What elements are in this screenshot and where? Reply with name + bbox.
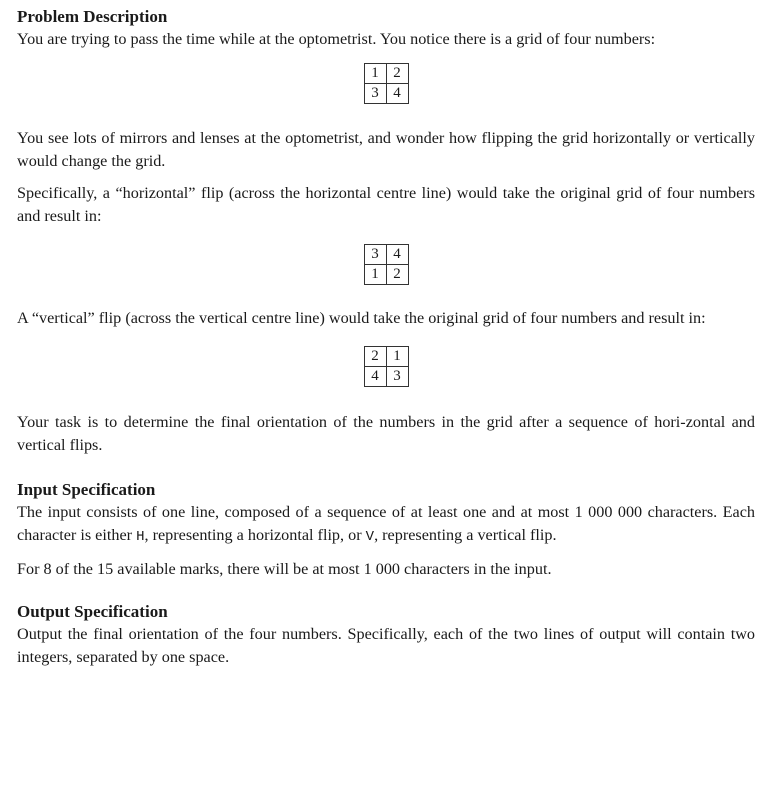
problem-description-heading: Problem Description bbox=[17, 7, 168, 26]
horizontal-flip-paragraph: Specifically, a “horizontal” flip (across the horizontal centre line) would take the original grid of four numbers and result in: bbox=[17, 184, 755, 225]
grid-cell: 2 bbox=[386, 265, 408, 285]
grid-cell: 3 bbox=[386, 367, 408, 387]
subtask-paragraph: For 8 of the 15 available marks, there will be at most 1 000 characters in the input. bbox=[17, 560, 552, 578]
grid-cell: 3 bbox=[364, 245, 386, 265]
grid-cell: 4 bbox=[364, 367, 386, 387]
input-text-b: , representing a horizontal flip, or bbox=[144, 526, 366, 544]
mirrors-paragraph: You see lots of mirrors and lenses at the optometrist, and wonder how flipping the grid horizontally or vertically would change the grid. bbox=[17, 129, 755, 170]
grid-cell: 1 bbox=[386, 347, 408, 367]
input-paragraph bbox=[17, 501, 755, 549]
input-text-a: The input consists of one line, composed of a sequence of at least one and at most 1 000 000 characters. Each character is either bbox=[17, 503, 755, 544]
grid-cell: 3 bbox=[364, 84, 386, 104]
v-character: V bbox=[365, 529, 375, 545]
output-paragraph: Output the final orientation of the four numbers. Specifically, each of the two lines of output will contain two integers, separated by one space. bbox=[17, 625, 755, 666]
intro-paragraph: You are trying to pass the time while at the optometrist. You notice there is a grid of four numbers: bbox=[17, 30, 656, 48]
grid-cell: 2 bbox=[364, 347, 386, 367]
grid-cell: 2 bbox=[386, 64, 408, 84]
task-paragraph: Your task is to determine the final orientation of the numbers in the grid after a sequence of hori-zontal and vertical flips. bbox=[17, 413, 755, 454]
input-specification-heading: Input Specification bbox=[17, 480, 156, 499]
horizontal-grid-container bbox=[17, 244, 755, 285]
grid-cell: 4 bbox=[386, 245, 408, 265]
original-grid bbox=[364, 63, 409, 104]
original-grid-container bbox=[17, 63, 755, 104]
vertical-grid-container bbox=[17, 346, 755, 387]
grid-cell: 1 bbox=[364, 64, 386, 84]
grid-cell: 4 bbox=[386, 84, 408, 104]
vertical-flip-grid bbox=[364, 346, 409, 387]
vertical-flip-paragraph: A “vertical” flip (across the vertical centre line) would take the original grid of four numbers and result in: bbox=[17, 309, 706, 327]
horizontal-flip-grid bbox=[364, 244, 409, 285]
output-specification-heading: Output Specification bbox=[17, 602, 168, 621]
grid-cell: 1 bbox=[364, 265, 386, 285]
input-text-c: , representing a vertical flip. bbox=[374, 526, 557, 544]
h-character: H bbox=[136, 529, 145, 545]
